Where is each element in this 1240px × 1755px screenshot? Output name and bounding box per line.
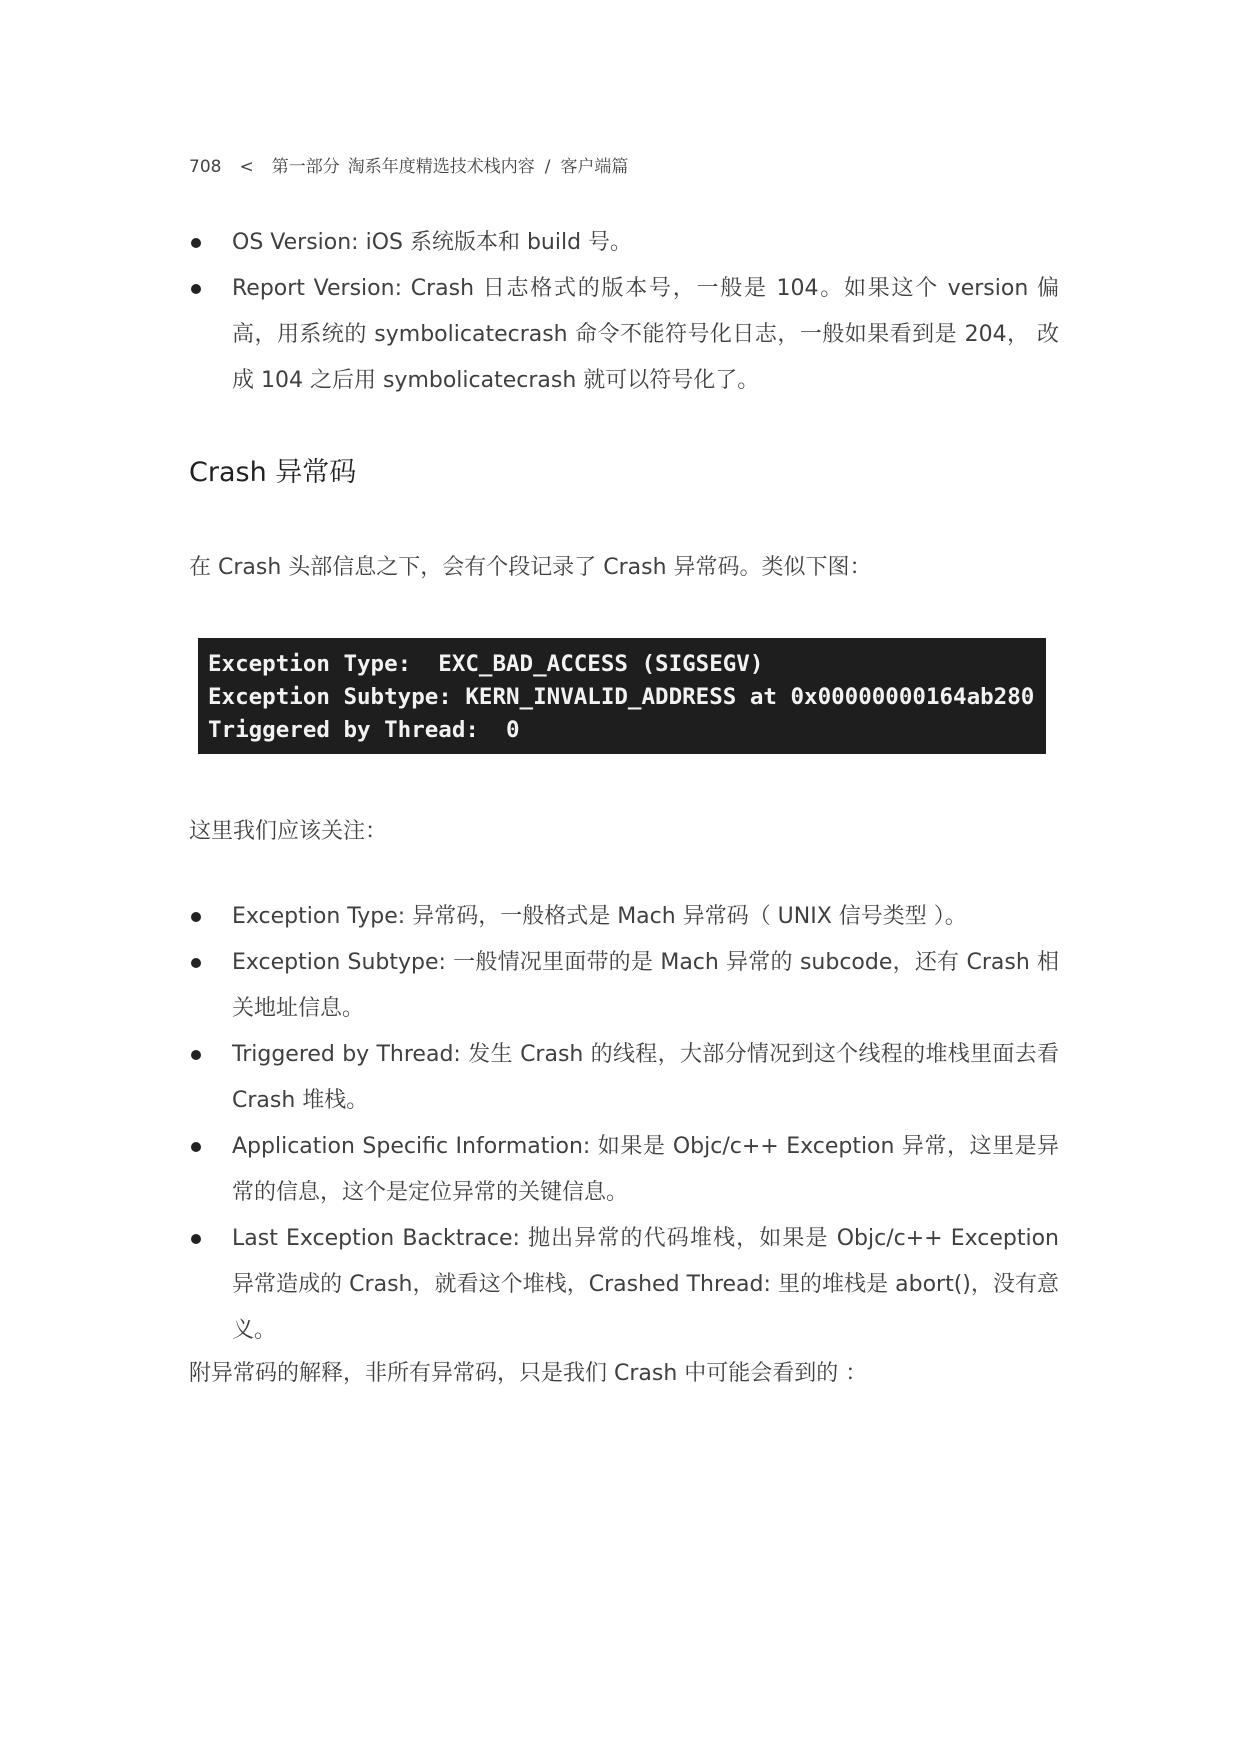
focus-bullet-list xyxy=(189,894,1059,1354)
bullet-icon xyxy=(191,1142,201,1152)
list-item-text: Exception Subtype: 一般情况里面带的是 Mach 异常的 subcode，还有 Crash 相关地址信息。 xyxy=(232,950,1059,1021)
list-item-text: Triggered by Thread: 发生 Crash 的线程，大部分情况到这个线程的堆栈里面去看 Crash 堆栈。 xyxy=(232,1042,1059,1113)
bullet-icon xyxy=(191,284,201,294)
list-item xyxy=(189,940,1059,1032)
header-part: 第一部分 xyxy=(271,157,340,177)
list-item xyxy=(189,1032,1059,1124)
list-item xyxy=(189,1124,1059,1216)
header-slash: / xyxy=(544,157,551,177)
list-item-text: Exception Type: 异常码，一般格式是 Mach 异常码（ UNIX 信号类型 ）。 xyxy=(232,904,967,929)
bullet-icon xyxy=(191,958,201,968)
page-number: 708 xyxy=(189,157,222,177)
bullet-icon xyxy=(191,1050,201,1060)
header-section: 客户端篇 xyxy=(560,157,629,177)
list-item xyxy=(189,894,1059,940)
code-line: Exception Type: EXC_BAD_ACCESS (SIGSEGV) xyxy=(208,651,764,677)
lead-paragraph: 在 Crash 头部信息之下，会有个段记录了 Crash 异常码。类似下图： xyxy=(189,555,872,580)
code-line: Exception Subtype: KERN_INVALID_ADDRESS at 0x00000000164ab280 xyxy=(208,684,1035,710)
list-item xyxy=(189,1216,1059,1354)
list-item-text: Last Exception Backtrace: 抛出异常的代码堆栈，如果是 Objc/c++ Exception 异常造成的 Crash，就看这个堆栈，Crashed Thread: 里的堆栈是 abort()，没有意义。 xyxy=(232,1226,1059,1343)
page-body xyxy=(189,220,1059,1420)
list-item xyxy=(189,266,1059,404)
list-item-text: Report Version: Crash 日志格式的版本号，一般是 104。如果这个 version 偏高，用系统的 symbolicatecrash 命令不能符号化日志，一般如果看到是 204， 改成 104 之后用 symbolicatecrash 就可以符号化了。 xyxy=(232,276,1059,393)
focus-paragraph: 这里我们应该关注： xyxy=(189,819,388,844)
code-screenshot xyxy=(198,638,1046,754)
code-line: Triggered by Thread: 0 xyxy=(208,717,520,743)
header-book-title: 淘系年度精选技术栈内容 xyxy=(347,157,535,177)
section-heading: Crash 异常码 xyxy=(189,457,357,488)
list-item xyxy=(189,220,1059,266)
bullet-icon xyxy=(191,912,201,922)
list-item-text: OS Version: iOS 系统版本和 build 号。 xyxy=(232,230,633,255)
intro-bullet-list xyxy=(189,220,1059,404)
closing-paragraph: 附异常码的解释，非所有异常码，只是我们 Crash 中可能会看到的 ： xyxy=(189,1361,868,1386)
bullet-icon xyxy=(191,238,201,248)
bullet-icon xyxy=(191,1234,201,1244)
running-header xyxy=(189,152,628,177)
list-item-text: Application Specific Information: 如果是 Objc/c++ Exception 异常，这里是异常的信息，这个是定位异常的关键信息。 xyxy=(232,1134,1059,1205)
header-separator: < xyxy=(239,157,254,177)
